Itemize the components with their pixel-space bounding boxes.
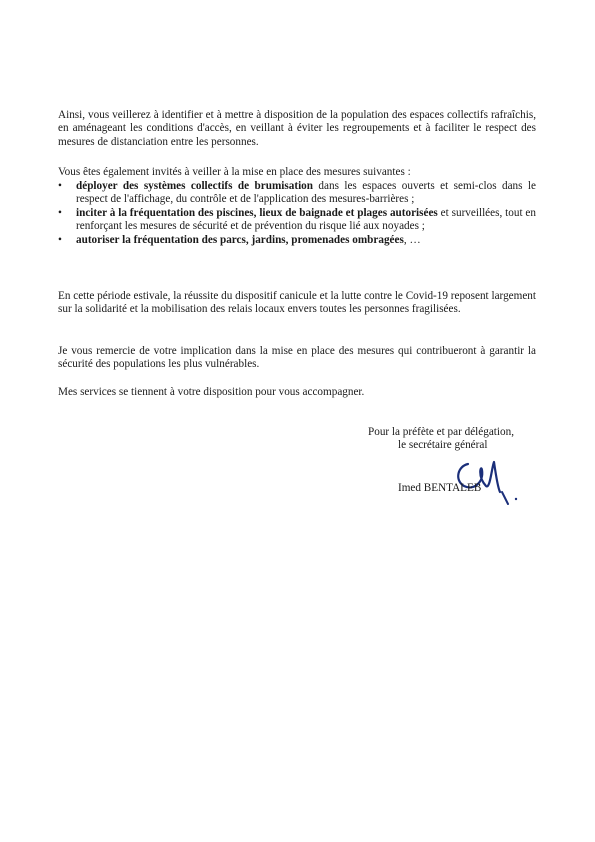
signature-title: le secrétaire général	[398, 439, 488, 451]
paragraph-summer-solidarity: En cette période estivale, la réussite du dispositif canicule et la lutte contre le Covid-19 reposent largement sur la solidarité et la mobilisation des relais locaux envers toutes les personnes fragilisées.	[58, 290, 536, 316]
list-item	[58, 180, 536, 207]
signature-delegation: Pour la préfète et par délégation,	[368, 426, 514, 438]
bullet-marker: •	[58, 180, 62, 192]
paragraph-closing: Mes services se tiennent à votre disposition pour vous accompagner.	[58, 386, 365, 398]
measures-list	[58, 180, 536, 247]
handwritten-signature	[450, 446, 520, 506]
bullet-marker: •	[58, 233, 62, 246]
list-item	[58, 207, 536, 234]
measure-detail: , …	[403, 233, 421, 246]
measure-highlight: autoriser la fréquentation des parcs, jardins, promenades ombragées	[76, 233, 404, 246]
measure-detail: et surveillées, tout en renforçant les mesures de sécurité et de prévention du risque lié aux noyades ;	[76, 206, 536, 233]
bullet-marker: •	[58, 206, 62, 219]
list-item	[58, 234, 536, 247]
measure-highlight: déployer des systèmes collectifs de brumisation	[76, 180, 313, 192]
measure-detail: dans les espaces ouverts et semi-clos dans le respect de l'affichage, du contrôle et de l'application des mesures-barrières ;	[76, 180, 536, 206]
paragraph-thanks: Je vous remercie de votre implication dans la mise en place des mesures qui contribueront à garantir la sécurité des populations les plus vulnérables.	[58, 345, 536, 371]
paragraph-collective-spaces: Ainsi, vous veillerez à identifier et à mettre à disposition de la population des espaces collectifs rafraîchis, en aménageant les conditions d'accès, en veillant à éviter les regroupements et à faciliter le respect des mesures de distanciation entre les personnes.	[58, 109, 536, 148]
signatory-name: Imed BENTALEB	[398, 482, 482, 494]
paragraph-measures-intro: Vous êtes également invités à veiller à la mise en place des mesures suivantes :	[58, 166, 411, 178]
measure-highlight: inciter à la fréquentation des piscines, lieux de baignade et plages autorisées	[76, 206, 438, 219]
